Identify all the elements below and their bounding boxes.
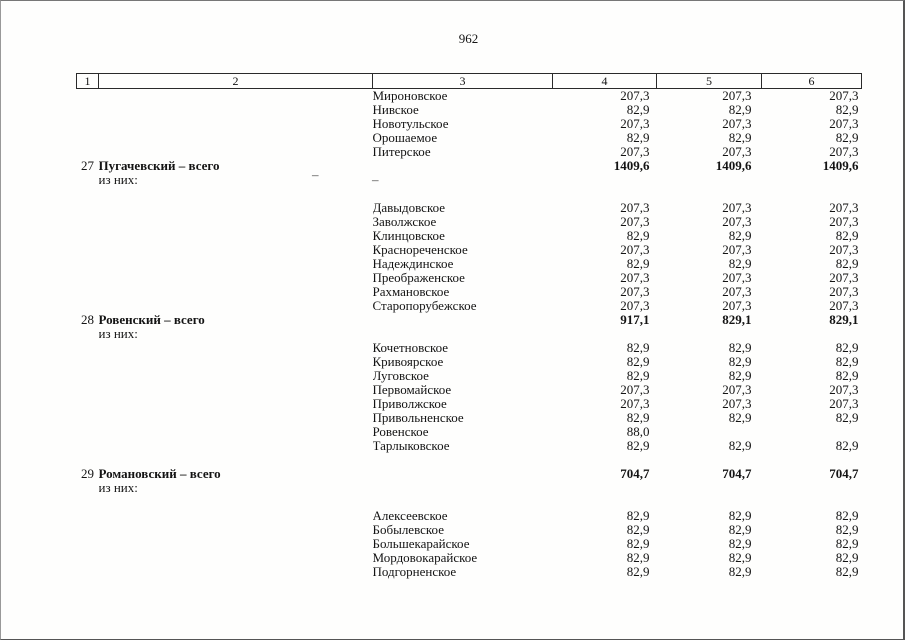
settlement-name-cell: Краснореченское [372,243,468,257]
value-col5-cell: 704,7 [722,467,752,481]
settlement-row [77,369,862,383]
value-col4-cell: 82,9 [626,103,650,117]
value-col4-cell: 82,9 [626,369,650,383]
row-number-cell [77,551,99,565]
value-col6-cell: 82,9 [835,229,859,243]
value-col5-cell: 82,9 [728,355,752,369]
district-name-cell: из них: [98,481,138,495]
value-col5-cell: 207,3 [722,285,752,299]
settlement-row [77,201,862,215]
value-col6-cell: 82,9 [835,355,859,369]
row-number-cell [77,257,99,271]
district-name-cell: Ровенский – всего [98,313,205,327]
value-col6-cell: 207,3 [829,383,859,397]
settlement-name-cell: Заволжское [372,215,437,229]
district-name-cell [99,117,373,131]
settlement-name-cell [373,173,553,187]
district-name-cell [99,537,373,551]
row-number-cell [77,103,99,117]
settlement-row [77,299,862,313]
district-name-cell [99,257,373,271]
district-name-cell [99,131,373,145]
value-col4-cell [553,327,657,341]
settlement-name-cell [373,481,553,495]
value-col6-cell: 82,9 [835,565,859,579]
settlement-name-cell: Привольненское [372,411,464,425]
value-col4-cell: 207,3 [620,201,650,215]
value-col4-cell: 207,3 [620,145,650,159]
row-number-cell [77,341,99,355]
district-name-cell [99,397,373,411]
settlement-row [77,89,862,104]
settlement-name-cell: Мироновское [372,88,448,103]
value-col4-cell: 207,3 [620,271,650,285]
value-col5-cell: 82,9 [728,439,752,453]
value-col6-cell: 207,3 [829,215,859,229]
value-col5-cell: 207,3 [722,215,752,229]
value-col5-cell: 82,9 [728,131,752,145]
scan-artifact-dash: – [312,167,319,182]
value-col6-cell: 207,3 [829,117,859,131]
district-name-cell [99,215,373,229]
column-header-3: 3 [373,74,553,89]
settlement-row [77,523,862,537]
value-col6-cell: 82,9 [835,523,859,537]
value-col6-cell [762,173,862,187]
district-name-cell: Пугачевский – всего [98,159,220,173]
settlement-row [77,103,862,117]
settlement-row [77,285,862,299]
settlement-name-cell: Давыдовское [372,201,446,215]
value-col4-cell: 82,9 [626,509,650,523]
value-col6-cell: 82,9 [835,439,859,453]
value-col4-cell: 82,9 [626,439,650,453]
settlement-row [77,565,862,579]
settlement-name-cell: Преображенское [372,271,465,285]
note-row [77,327,862,341]
value-col4-cell: 82,9 [626,341,650,355]
row-number-cell [77,117,99,131]
value-col5-cell: 82,9 [728,509,752,523]
district-name-cell [99,271,373,285]
settlement-name-cell: Мордовокарайское [372,551,478,565]
row-number-cell [77,509,99,523]
value-col6-cell: 207,3 [829,201,859,215]
row-number-cell [77,271,99,285]
value-col6-cell: 82,9 [835,257,859,271]
value-col4-cell: 82,9 [626,565,650,579]
settlement-name-cell: Клинцовское [372,229,445,243]
value-col6-cell: 1409,6 [822,159,859,173]
settlement-row [77,509,862,523]
row-number-cell [77,285,99,299]
district-name-cell [99,439,373,453]
district-name-cell [99,299,373,313]
value-col6-cell: 207,3 [829,271,859,285]
district-name-cell [99,509,373,523]
settlement-name-cell: Надеждинское [372,257,454,271]
value-col5-cell: 82,9 [728,257,752,271]
value-col4-cell: 82,9 [626,523,650,537]
table-header-row [77,74,862,89]
district-name-cell [99,523,373,537]
value-col5-cell: 207,3 [722,299,752,313]
value-col4-cell [553,173,657,187]
settlement-row [77,397,862,411]
value-col4-cell: 207,3 [620,88,650,103]
district-name-cell [99,551,373,565]
settlement-row [77,383,862,397]
settlement-name-cell: Подгорненское [372,565,457,579]
value-col5-cell: 82,9 [728,565,752,579]
row-number-cell: 28 [81,313,94,327]
district-name-cell [99,341,373,355]
scan-artifact-dash: – [372,172,379,187]
spacer-cell [77,187,862,201]
value-col6-cell: 82,9 [835,103,859,117]
settlement-name-cell [373,327,553,341]
value-col5-cell: 207,3 [722,88,752,103]
page-number: 962 [458,31,479,46]
settlement-name-cell [373,159,553,173]
row-number-cell [77,215,99,229]
value-col5-cell: 207,3 [722,243,752,257]
settlement-name-cell: Нивское [372,103,419,117]
district-name-cell [99,285,373,299]
spacer-row [77,453,862,467]
district-name-cell [99,411,373,425]
row-number-cell [77,229,99,243]
value-col6-cell: 704,7 [829,467,859,481]
spacer-row [77,187,862,201]
district-name-cell [99,103,373,117]
row-number-cell [77,131,99,145]
column-header-5: 5 [657,74,762,89]
settlement-name-cell: Алексеевское [372,509,448,523]
row-number-cell [77,243,99,257]
note-row [77,173,862,187]
value-col6-cell [762,327,862,341]
settlement-name-cell: Тарлыковское [372,439,450,453]
value-col5-cell: 1409,6 [715,159,752,173]
value-col4-cell: 82,9 [626,355,650,369]
value-col4-cell: 82,9 [626,551,650,565]
column-header-4: 4 [553,74,657,89]
value-col5-cell: 82,9 [728,341,752,355]
district-name-cell [99,229,373,243]
value-col6-cell: 82,9 [835,551,859,565]
row-number-cell [77,439,99,453]
settlement-name-cell: Орошаемое [372,131,438,145]
value-col6-cell: 82,9 [835,509,859,523]
value-col5-cell: 207,3 [722,383,752,397]
settlement-row [77,341,862,355]
settlement-row [77,355,862,369]
settlement-name-cell [373,467,553,481]
value-col6-cell: 207,3 [829,243,859,257]
value-col5-cell: 82,9 [728,369,752,383]
district-total-row [77,159,862,173]
row-number-cell [77,481,99,495]
value-col5-cell: 207,3 [722,201,752,215]
settlement-row [77,411,862,425]
value-col4-cell: 917,1 [620,313,650,327]
district-name-cell [99,243,373,257]
district-name-cell [99,89,373,104]
settlement-row [77,215,862,229]
row-number-cell [77,327,99,341]
district-total-row [77,313,862,327]
row-number-cell [77,383,99,397]
district-name-cell [99,425,373,439]
spacer-cell [77,453,862,467]
district-name-cell: Романовский – всего [98,467,221,481]
row-number-cell [77,565,99,579]
value-col4-cell: 82,9 [626,131,650,145]
value-col6-cell [762,481,862,495]
value-col6-cell: 207,3 [829,299,859,313]
district-name-cell: из них: [98,173,138,187]
settlement-row [77,131,862,145]
settlement-name-cell: Питерское [372,145,431,159]
value-col6-cell: 207,3 [829,397,859,411]
settlement-name-cell: Луговское [372,369,429,383]
value-col4-cell: 82,9 [626,411,650,425]
note-row [77,481,862,495]
settlement-row [77,551,862,565]
value-col6-cell: 82,9 [835,131,859,145]
column-header-2: 2 [99,74,373,89]
settlement-row [77,145,862,159]
row-number-cell [77,369,99,383]
settlement-row [77,243,862,257]
row-number-cell [77,173,99,187]
value-col5-cell: 82,9 [728,523,752,537]
value-col5-cell: 207,3 [722,145,752,159]
settlement-name-cell: Первомайское [372,383,452,397]
row-number-cell: 29 [81,467,94,481]
value-col5-cell: 82,9 [728,551,752,565]
settlement-row [77,229,862,243]
value-col6-cell: 82,9 [835,369,859,383]
settlement-name-cell: Большекарайское [372,537,470,551]
row-number-cell: 27 [81,159,94,173]
district-name-cell [99,201,373,215]
district-name-cell: из них: [98,327,138,341]
settlement-row [77,439,862,453]
district-total-row [77,467,862,481]
column-header-1: 1 [77,74,99,89]
value-col4-cell: 82,9 [626,257,650,271]
value-col4-cell: 82,9 [626,229,650,243]
value-col6-cell: 829,1 [829,313,859,327]
value-col6-cell: 82,9 [835,537,859,551]
row-number-cell [77,425,99,439]
value-col6-cell: 82,9 [835,411,859,425]
value-col4-cell: 207,3 [620,299,650,313]
value-col5-cell: 207,3 [722,117,752,131]
settlement-name-cell: Кочетновское [372,341,449,355]
settlement-row [77,271,862,285]
settlement-row [77,425,862,439]
value-col5-cell: 82,9 [728,229,752,243]
value-col5-cell: 82,9 [728,103,752,117]
settlement-name-cell [373,313,553,327]
district-name-cell [99,565,373,579]
row-number-cell [77,89,99,104]
row-number-cell [77,537,99,551]
settlement-name-cell: Новотульское [372,117,449,131]
value-col5-cell: 207,3 [722,271,752,285]
settlement-row [77,117,862,131]
settlement-name-cell: Кривоярское [372,355,444,369]
table-body [77,89,862,580]
value-col4-cell: 207,3 [620,383,650,397]
value-col5-cell [657,481,762,495]
value-col6-cell: 82,9 [835,341,859,355]
settlement-name-cell: Рахмановское [372,285,450,299]
row-number-cell [77,201,99,215]
value-col5-cell [657,425,762,439]
district-name-cell [99,383,373,397]
column-header-6: 6 [762,74,862,89]
value-col4-cell [553,481,657,495]
value-col4-cell: 704,7 [620,467,650,481]
settlement-name-cell: Старопорубежское [372,299,477,313]
row-number-cell [77,355,99,369]
value-col5-cell [657,327,762,341]
row-number-cell [77,411,99,425]
settlement-name-cell: Приволжское [372,397,447,411]
value-col5-cell: 207,3 [722,397,752,411]
value-col4-cell: 82,9 [626,537,650,551]
value-col4-cell: 1409,6 [613,159,650,173]
row-number-cell [77,397,99,411]
value-col4-cell: 207,3 [620,243,650,257]
value-col6-cell [762,425,862,439]
spacer-row [77,495,862,509]
row-number-cell [77,523,99,537]
spacer-cell [77,495,862,509]
district-name-cell [99,369,373,383]
row-number-cell [77,145,99,159]
value-col6-cell: 207,3 [829,145,859,159]
value-col5-cell: 82,9 [728,411,752,425]
value-col4-cell: 207,3 [620,397,650,411]
district-name-cell [99,355,373,369]
value-col4-cell: 207,3 [620,215,650,229]
value-col6-cell: 207,3 [829,88,859,103]
settlement-row [77,537,862,551]
settlement-name-cell: Ровенское [372,425,429,439]
value-col4-cell: 207,3 [620,285,650,299]
district-name-cell [99,145,373,159]
value-col4-cell: 88,0 [626,425,650,439]
value-col4-cell: 207,3 [620,117,650,131]
settlement-name-cell: Бобылевское [372,523,444,537]
value-col5-cell: 829,1 [722,313,752,327]
data-table [76,73,862,579]
row-number-cell [77,299,99,313]
value-col6-cell: 207,3 [829,285,859,299]
settlement-row [77,257,862,271]
value-col5-cell: 82,9 [728,537,752,551]
value-col5-cell [657,173,762,187]
